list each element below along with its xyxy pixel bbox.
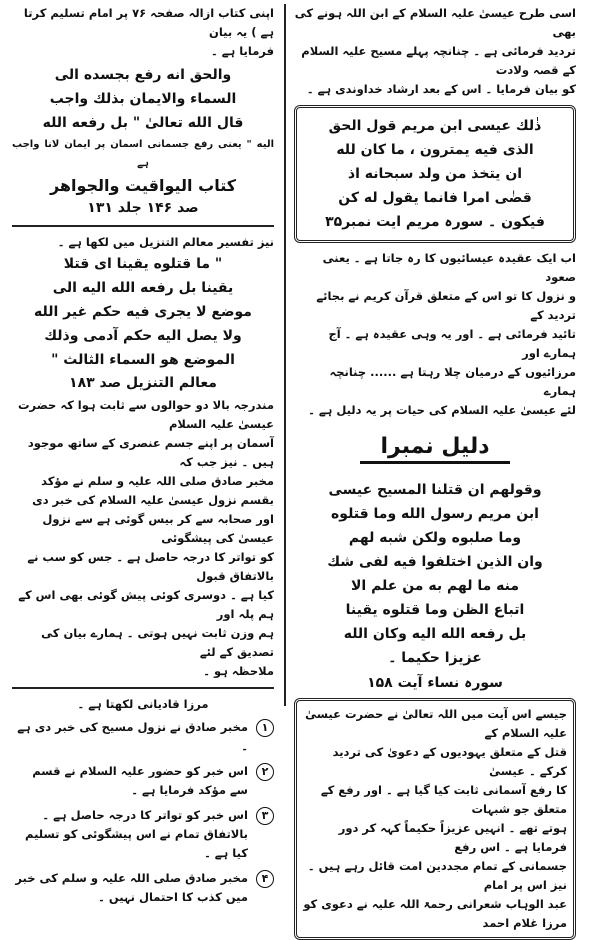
item-text: مخبر صادق صلی اللہ علیہ و سلم کی خبر میں کذب کا احتمال نہیں ۔ <box>15 871 248 904</box>
quran-line: وقولهم ان قتلنا المسيح عيسى <box>328 482 542 498</box>
text-line: اور صحابہ سے کر بیس گوئی ہے سے نزول عیسیٰ کی پیشگوئی <box>42 512 274 545</box>
mirza-list <box>12 718 274 907</box>
text-line: بقسم نزول عیسیٰ علیہ السلام کی خبر دی <box>32 493 274 507</box>
tafsir-reference: معالم التنزيل صد ۱۸۳ <box>69 375 217 391</box>
arabic-line: يقينا بل رفعه الله اليه الى <box>52 280 234 296</box>
page <box>8 4 582 930</box>
left-intro <box>12 4 274 61</box>
text-line: جیسے اس آیت میں اللہ تعالیٰ نے حضرت عیسیٰ علیہ السلام کے <box>305 707 567 740</box>
text-line: مرزائیوں کے درمیان چلا رہتا ہے ...... چنانچہ ہمارے <box>329 365 576 398</box>
right-column <box>290 4 582 930</box>
text-line: جسمانی کے تمام مجددین امت قائل رہے ہیں ۔ نیز اس پر امام <box>307 859 567 892</box>
column-divider <box>284 4 286 706</box>
closing-box <box>294 698 576 940</box>
text-line: کو تواتر کا درجہ حاصل ہے ۔ جس کو سب نے بالاتفاق قبول <box>27 550 274 583</box>
section-heading <box>294 430 576 464</box>
quran-line: الذی فيه يمترون ، ما كان لله <box>336 142 534 158</box>
arabic-quote <box>12 63 274 173</box>
list-item <box>12 718 274 756</box>
heading-text: دلیل نمبرا <box>360 434 509 464</box>
arabic-line: الموضع هو السماء الثالث " <box>51 352 235 368</box>
arabic-line: والحق انه رفع بجسده الى <box>54 67 232 83</box>
arabic-line: قال الله تعالىٰ " بل رفعه الله <box>42 115 244 131</box>
quran-line: وما صلبوه ولكن شبه لهم <box>348 530 522 546</box>
quran-line: عزيزا حكيما ۔ <box>388 650 482 666</box>
text-line: فرمایا ہے ۔ <box>211 44 274 58</box>
text-line: ملاحظہ ہو ۔ <box>203 664 274 678</box>
divider <box>12 687 274 689</box>
conclusion <box>12 396 274 681</box>
item-number: ۲ <box>256 763 274 781</box>
text-line: لئے عیسیٰ علیہ السلام کی حیات پر یہ دلیل ہے ۔ <box>308 403 576 417</box>
text-line: مخبر صادق صلی اللہ علیہ و سلم نے مؤکد <box>41 474 274 488</box>
text-line: مندرجہ بالا دو حوالوں سے ثابت ہوا کہ حضرت عیسیٰ علیہ السلام <box>18 398 274 431</box>
nisa-reference: سورہ نساء آیت ۱۵۸ <box>367 675 503 691</box>
arabic-line: اليه " یعنی رفع جسمانی اسمان پر ایمان لانا واجب ہے <box>12 139 274 169</box>
quran-line: ابن مريم رسول الله وما قتلوه <box>331 506 539 522</box>
right-intro <box>294 4 576 99</box>
arabic-line: السماء والايمان بذلك واجب <box>49 91 237 107</box>
quran-line: بل رفعه الله اليه وكان الله <box>343 626 527 642</box>
quran-line: ان يتخذ من ولد سبحانه اذ <box>347 166 523 182</box>
quran-line: قضٰی امرا فانما يقول له كن <box>338 190 532 206</box>
list-item <box>12 869 274 907</box>
text-line: کا رفع آسمانی ثابت کیا گیا ہے ۔ اور رفع کے متعلق جو شبہات <box>320 783 567 816</box>
item-number: ۱ <box>256 719 274 737</box>
quran-line: وان الذين اختلفوا فيه لفی شك <box>327 554 543 570</box>
text-line: اپنی کتاب ازالہ صفحہ ۷۶ پر امام تسلیم کرتا ہے ) یہ بیان <box>23 6 274 39</box>
arabic-line: " ما قتلوه يقينا اى قتلا <box>63 256 223 272</box>
text-line: ہم وزن ثابت نہیں ہوتی ۔ ہمارے بیان کی تصدیق کے لئے <box>41 626 274 659</box>
book-title: كتاب اليواقيت والجواهر <box>49 176 237 195</box>
right-explanation <box>294 249 576 420</box>
text-line: کیا ہے ۔ دوسری کوئی پیش گوئی بھی اس کے ہم پلہ اور <box>18 588 274 621</box>
text-line: کو بیان فرمایا ۔ اس کے بعد ارشاد خداوندی ہے ۔ <box>306 82 576 96</box>
text-line: اب ایک عقیدہ عیسائیوں کا رہ جاتا ہے ۔ یعنی صعود <box>322 251 576 284</box>
tafsir-intro: نیز تفسیر معالم التنزیل میں لکھا ہے ۔ <box>57 235 274 249</box>
list-item <box>12 806 274 863</box>
mirza-title: مرزا قادیانی لکھتا ہے ۔ <box>77 697 209 711</box>
text-line: تردید فرمائی ہے ۔ چنانچہ پہلے مسیح علیہ السلام کے قصہ ولادت <box>301 44 576 77</box>
text-line: قتل کے متعلق یہودیوں کے دعویٰ کی تردید کرکے ۔ عیسیٰ <box>332 745 567 778</box>
text-line: تائید فرمائی ہے ۔ اور یہ وہی عقیدہ ہے ۔ آج ہمارے اور <box>328 327 576 360</box>
quran-line: اتباع الظن وما قتلوه يقينا <box>345 602 525 618</box>
arabic-line: ولا يصل اليه حكم آدمی وذلك <box>44 328 242 344</box>
text-line: اسی طرح عیسیٰ علیہ السلام کے ابن اللہ ہونے کی بھی <box>294 6 576 39</box>
text-line: آسمان پر اپنے جسم عنصری کے ساتھ موجود ہیں ۔ نیز جب کہ <box>27 436 274 469</box>
quran-line: فيكون ۔ سورہ مریم ایت نمبر۳۵ <box>325 214 545 230</box>
quran-line: ذٰلك عيسى ابن مريم قول الحق <box>328 118 542 134</box>
list-item <box>12 762 274 800</box>
text-line: عبد الوہاب شعرانی رحمۃ اللہ علیہ نے دعوی کو مرزا غلام احمد <box>303 897 567 930</box>
item-text: اس خبر کو حضور علیہ السلام نے قسم سے مؤکد فرمایا ہے ۔ <box>32 764 248 797</box>
quran-maryam-box <box>294 105 576 243</box>
item-text: اس خبر کو تواتر کا درجہ حاصل ہے ۔ بالاتفاق تمام نے اس پیشگوئی کو تسلیم کیا ہے ۔ <box>25 808 248 860</box>
text-line: و نزول کا تو اس کے متعلق قرآن کریم نے بجائے تردید کے <box>316 289 576 322</box>
arabic-line: موضع لا يجرى فيه حكم غير الله <box>34 304 252 320</box>
tafsir-quote <box>12 252 274 372</box>
quran-nisa <box>294 478 576 670</box>
item-number: ۳ <box>256 807 274 825</box>
divider <box>12 225 274 227</box>
book-reference: صد ۱۴۶ جلد ۱۳۱ <box>87 200 199 216</box>
text-line: ہوتے تھے ۔ انہیں عزیزاً حکیماً کہہ کر دور فرمایا ہے ۔ اس رفع <box>338 821 567 854</box>
item-text: مخبر صادق نے نزول مسیح کی خبر دی ہے ۔ <box>17 720 248 753</box>
left-column <box>8 4 278 904</box>
quran-line: منه ما لهم به من علم الا <box>350 578 519 594</box>
item-number: ۴ <box>256 870 274 888</box>
